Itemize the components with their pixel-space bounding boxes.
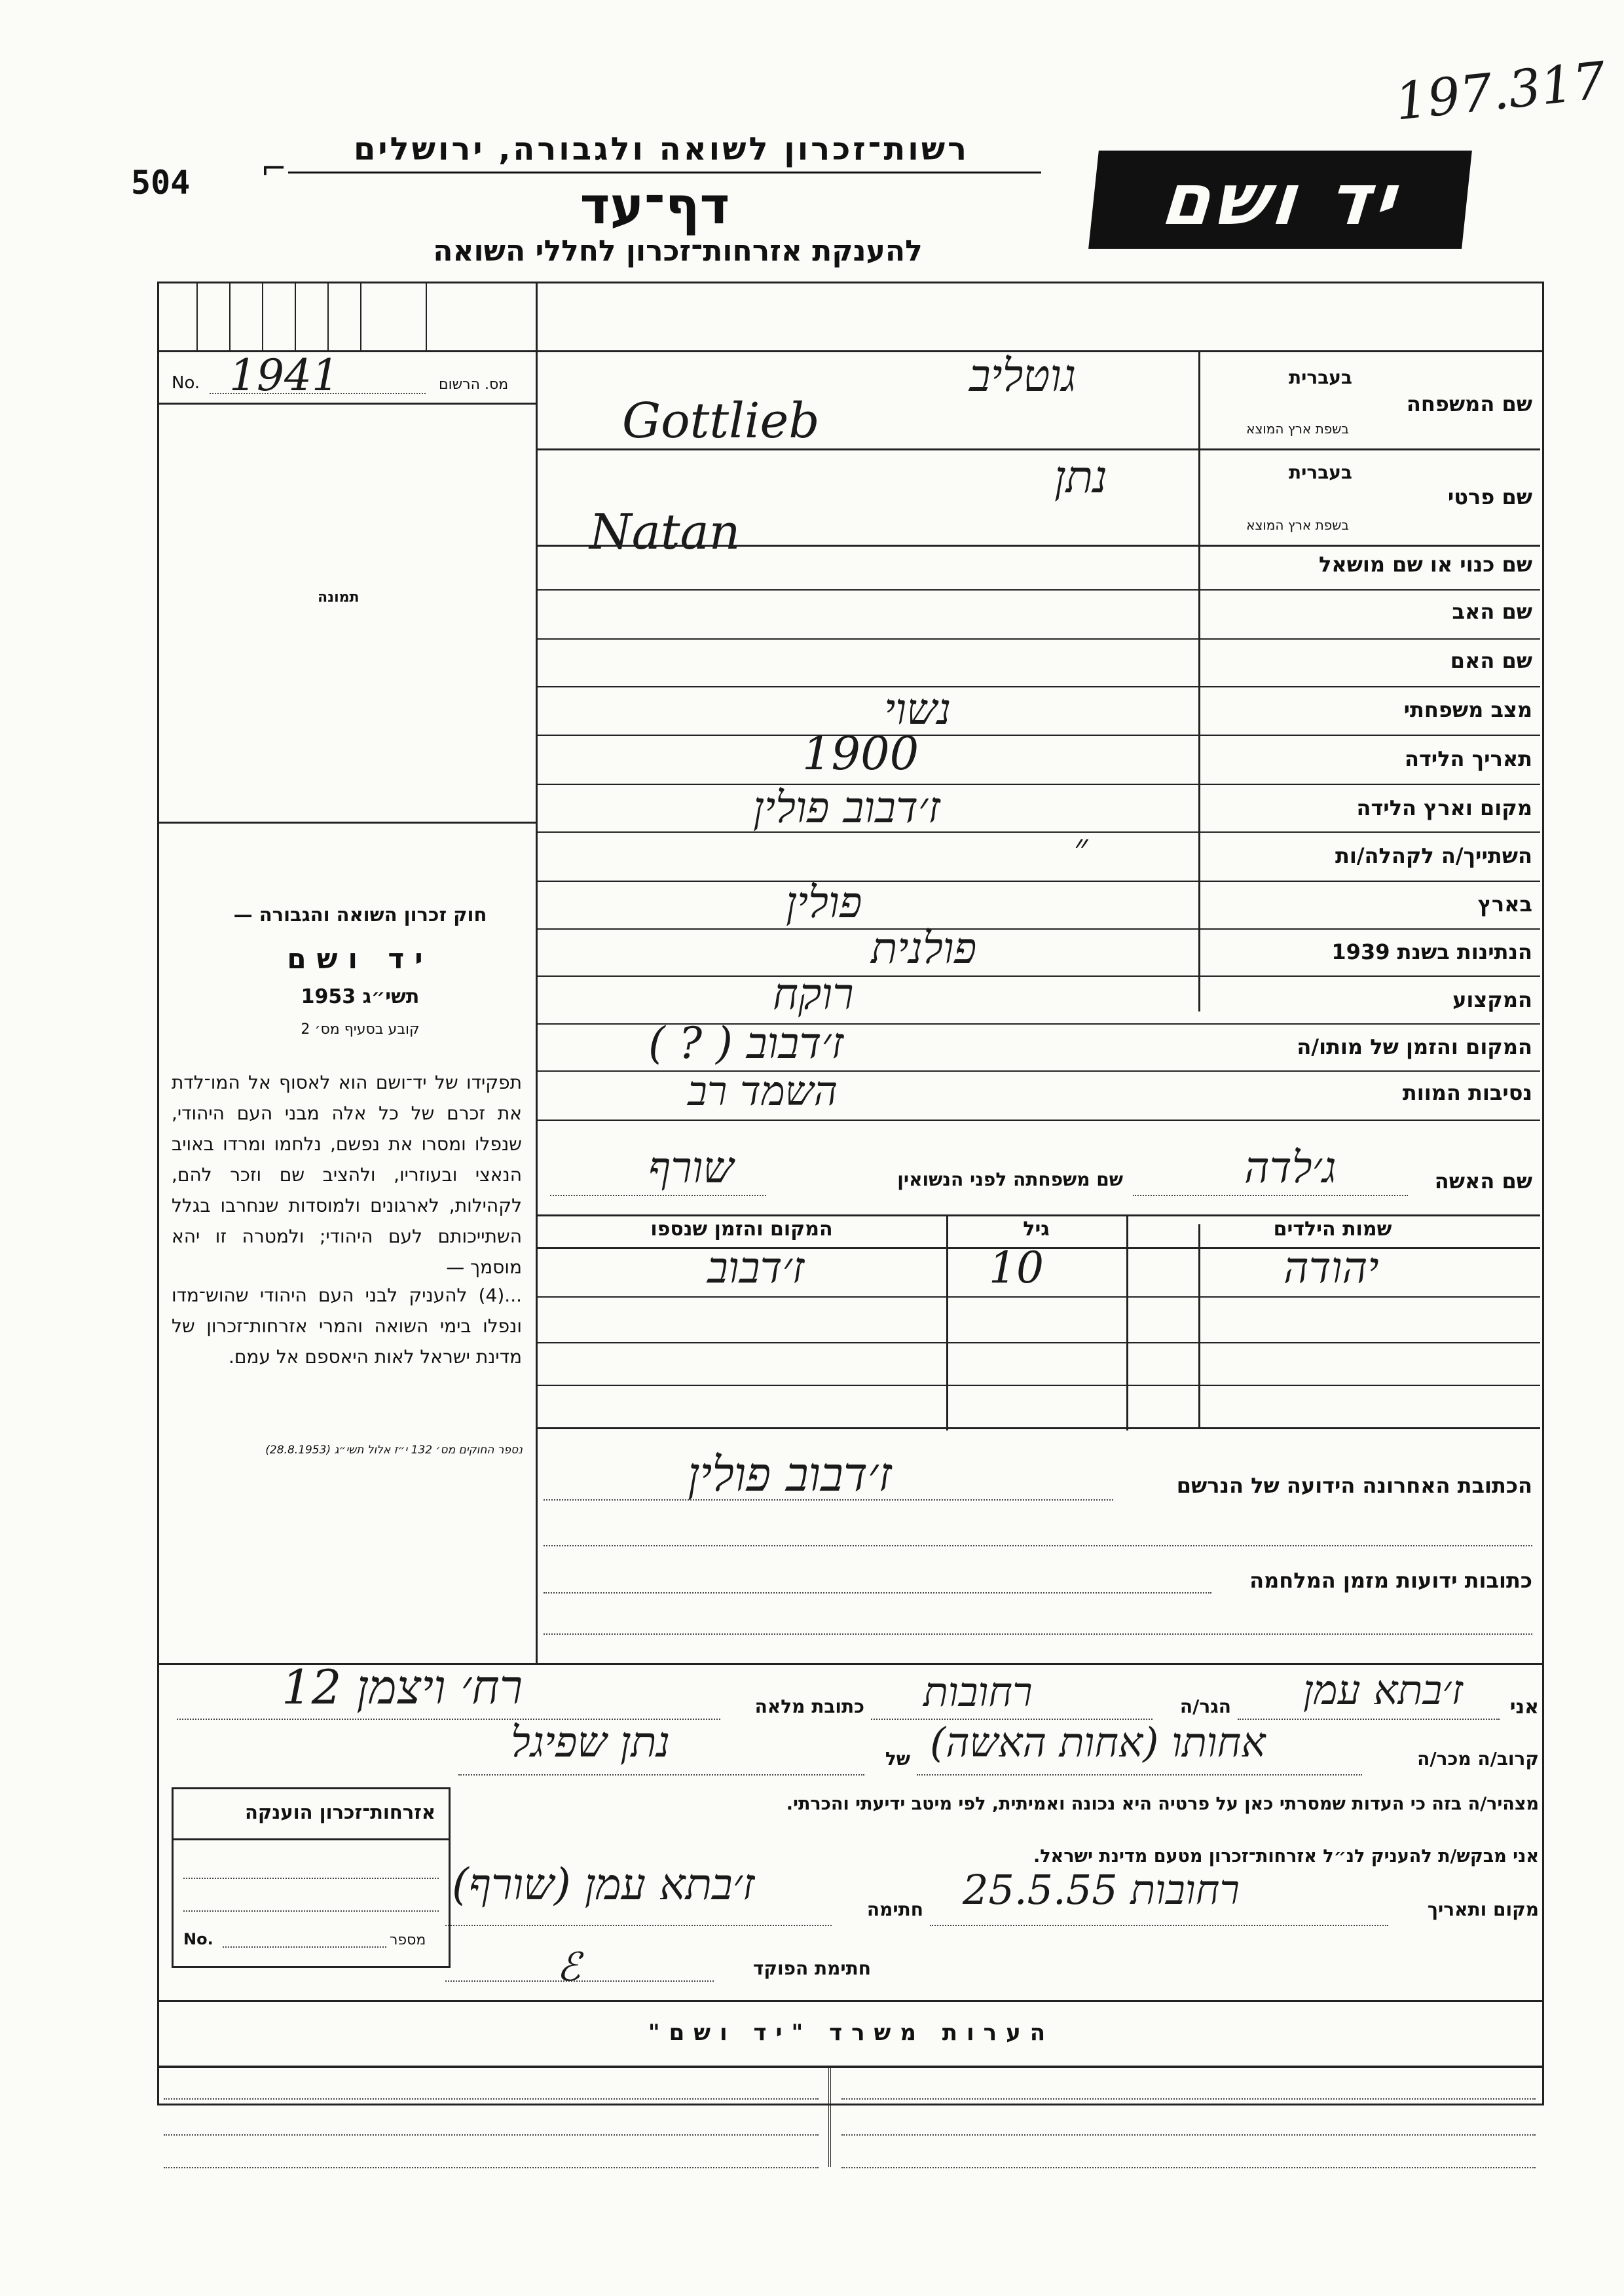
yad-vashem-logo <box>1088 151 1472 249</box>
of-name: נתן שפיגל <box>511 1719 671 1767</box>
citizenship-box-title: אזרחות־זכרון הוענקה <box>244 1801 435 1823</box>
form-title: דף־עד <box>580 177 730 236</box>
wife-maiden-label: שם משפחתה לפני הנשואין <box>897 1169 1123 1190</box>
law-year: תשי״ג 1953 <box>301 985 420 1008</box>
children-names-header: שמות הילדים <box>1273 1218 1392 1241</box>
child-age: 10 <box>989 1243 1044 1293</box>
law-ref: קובע בסעיף מס׳ 2 <box>301 1021 420 1038</box>
last-address-value: ז׳דבוב פולין <box>688 1447 892 1502</box>
citizenship-1939-value: פולנית <box>871 923 977 974</box>
child-place: ז׳דבוב <box>707 1243 805 1293</box>
declarant-signature: ז׳בתא עמן (שורף) <box>452 1859 755 1910</box>
archive-number: 197.317 <box>1392 51 1609 132</box>
registration-prefix: No. <box>172 373 200 393</box>
family-name-label: שם המשפחה <box>1406 392 1532 416</box>
office-notes-title: הערות משרד "יד ושם" <box>648 2020 1055 2046</box>
resides-label: הגר/ה <box>1179 1696 1231 1717</box>
birth-place-label: מקום וארץ הלידה <box>1356 795 1532 820</box>
death-place-time-value: ז׳דבוב ( ? ) <box>648 1018 844 1068</box>
registration-number: 1941 <box>229 350 339 401</box>
law-name: יד ושם <box>287 943 434 975</box>
community-label: השתייך/ה לקהלה/ות <box>1335 843 1532 868</box>
relation-label: קרוב/ה מכר/ה <box>1417 1748 1539 1770</box>
photo-label: תמונה <box>318 589 360 606</box>
form-subtitle: להענקת אזרחות־זכרון לחללי השואה <box>433 234 923 268</box>
wife-maiden-value: שורף <box>648 1142 734 1193</box>
family-name-origin-label: בשפת ארץ המוצא <box>1246 421 1349 437</box>
family-name-hebrew-label: בעברית <box>1288 367 1352 388</box>
logo-text: יד ושם <box>1157 158 1403 241</box>
citizenship-box-no-label-he: מספר <box>390 1932 426 1948</box>
registration-label: מס. הרשום <box>439 376 509 393</box>
citizenship-granted-box <box>172 1787 451 1968</box>
marital-status-value: נשוי <box>884 684 951 735</box>
declaration-text: מצהיר/ה בזה כי העדות שמסרתי כאן על פרטיה היא נכונה ואמיתית, לפי מיטב ידיעתי והכרתי. <box>786 1794 1539 1814</box>
law-footnote: נספר החוקים מס׳ 132 י״ז אלול תשי״ג (28.8.1953) <box>265 1444 523 1457</box>
profession-value: רוקח <box>773 969 854 1019</box>
registrar-signature-label: חתימת הפוקד <box>752 1958 871 1979</box>
birth-place-value: ז׳דבוב פולין <box>753 782 940 833</box>
war-addresses-label: כתובות ידועות מזמן המלחמה <box>1249 1568 1532 1593</box>
given-name-origin-label: בשפת ארץ המוצא <box>1246 517 1349 533</box>
community-value: ״ <box>1074 826 1088 869</box>
children-place-header: המקום והזמן שנספו <box>650 1218 833 1241</box>
of-label: של <box>885 1748 910 1770</box>
given-name-label: שם פרטי <box>1447 484 1532 509</box>
wife-label: שם האשה <box>1434 1169 1532 1194</box>
marital-status-label: מצב משפחתי <box>1403 697 1532 722</box>
country-value: פולין <box>786 877 862 928</box>
law-paragraph-1: תפקידו של יד־ושם הוא לאסוף אל המו־לדת את זכרם של כל אלה מבני העם היהודי, שנפלו ומסרו את נפשם, נלחמו ומרדו באויב הנאצי ובעוזריו, ולהציב שם וזכר להם, לקהילות, לארגונים ולמוסדות שנחרבו בגלל השתייכותם לעם היהודי; ולמטרה זו יהא מוסמך — <box>172 1072 522 1278</box>
request-text: אני מבקש/ת להעניק לנ״ל אזרחות־זכרון מטעם מדינת ישראל. <box>1033 1846 1539 1867</box>
law-title: חוק זכרון השואה והגבורה — <box>233 903 487 926</box>
given-name-hebrew-value: נתן <box>1054 452 1107 503</box>
declarant-ani: אני <box>1509 1696 1539 1719</box>
citizenship-box-no-label: No. <box>183 1930 213 1948</box>
country-label: בארץ <box>1477 892 1532 917</box>
last-address-label: הכתובת האחרונה הידועה של הנרשם <box>1176 1473 1532 1498</box>
family-name-hebrew-value: גוטליב <box>969 350 1077 402</box>
death-circumstances-value: השמד רב <box>688 1067 838 1115</box>
death-circumstances-label: נסיבות המוות <box>1402 1080 1532 1105</box>
arrow-mark-icon: ⌐ <box>261 151 287 187</box>
death-place-time-label: המקום והזמן של מותו/ה <box>1297 1034 1532 1059</box>
place-date-label: מקום ותאריך <box>1427 1899 1539 1920</box>
children-age-header: גיל <box>1023 1218 1050 1241</box>
family-name-latin-value: Gottlieb <box>622 393 820 449</box>
wife-value: ג׳לדה <box>1244 1142 1337 1193</box>
full-address-label: כתובת מלאה <box>754 1696 864 1717</box>
authority-line: רשות־זכרון לשואה ולגבורה, ירושלים <box>353 131 970 168</box>
child-name: יהודה <box>1283 1243 1379 1293</box>
given-name-hebrew-label: בעברית <box>1288 462 1352 483</box>
registrar-scribble: ℰ <box>557 1944 581 1990</box>
declarant-name: ז׳בתא עמן <box>1303 1666 1463 1714</box>
given-name-latin-value: Natan <box>589 504 741 560</box>
citizenship-1939-label: הנתינות בשנת 1939 <box>1331 939 1532 964</box>
left-number: 504 <box>131 164 191 202</box>
law-paragraph-2: ...(4) להעניק לבני העם היהודי שהוש־מדו ונפלו בימי השואה והמרי אזרחות־זכרון של מדינת ישראל לאות היאספם אל עמם. <box>172 1285 522 1368</box>
declarant-city: רחובות <box>923 1668 1033 1716</box>
declarant-address: רח׳ ויצמן 12 <box>282 1660 523 1715</box>
place-date-value: רחובות 25.5.55 <box>963 1866 1240 1914</box>
profession-label: המקצוע <box>1452 987 1532 1012</box>
alias-label: שם כנוי או שם מושאל <box>1318 552 1532 577</box>
mother-name-label: שם האם <box>1450 648 1532 673</box>
birth-date-label: תאריך הלידה <box>1404 746 1532 771</box>
father-name-label: שם האב <box>1452 599 1532 624</box>
signature-label: חתימה <box>866 1899 923 1920</box>
declarant-relation: אחותו (אחות האשה) <box>930 1719 1266 1766</box>
birth-date-value: 1900 <box>802 727 919 780</box>
